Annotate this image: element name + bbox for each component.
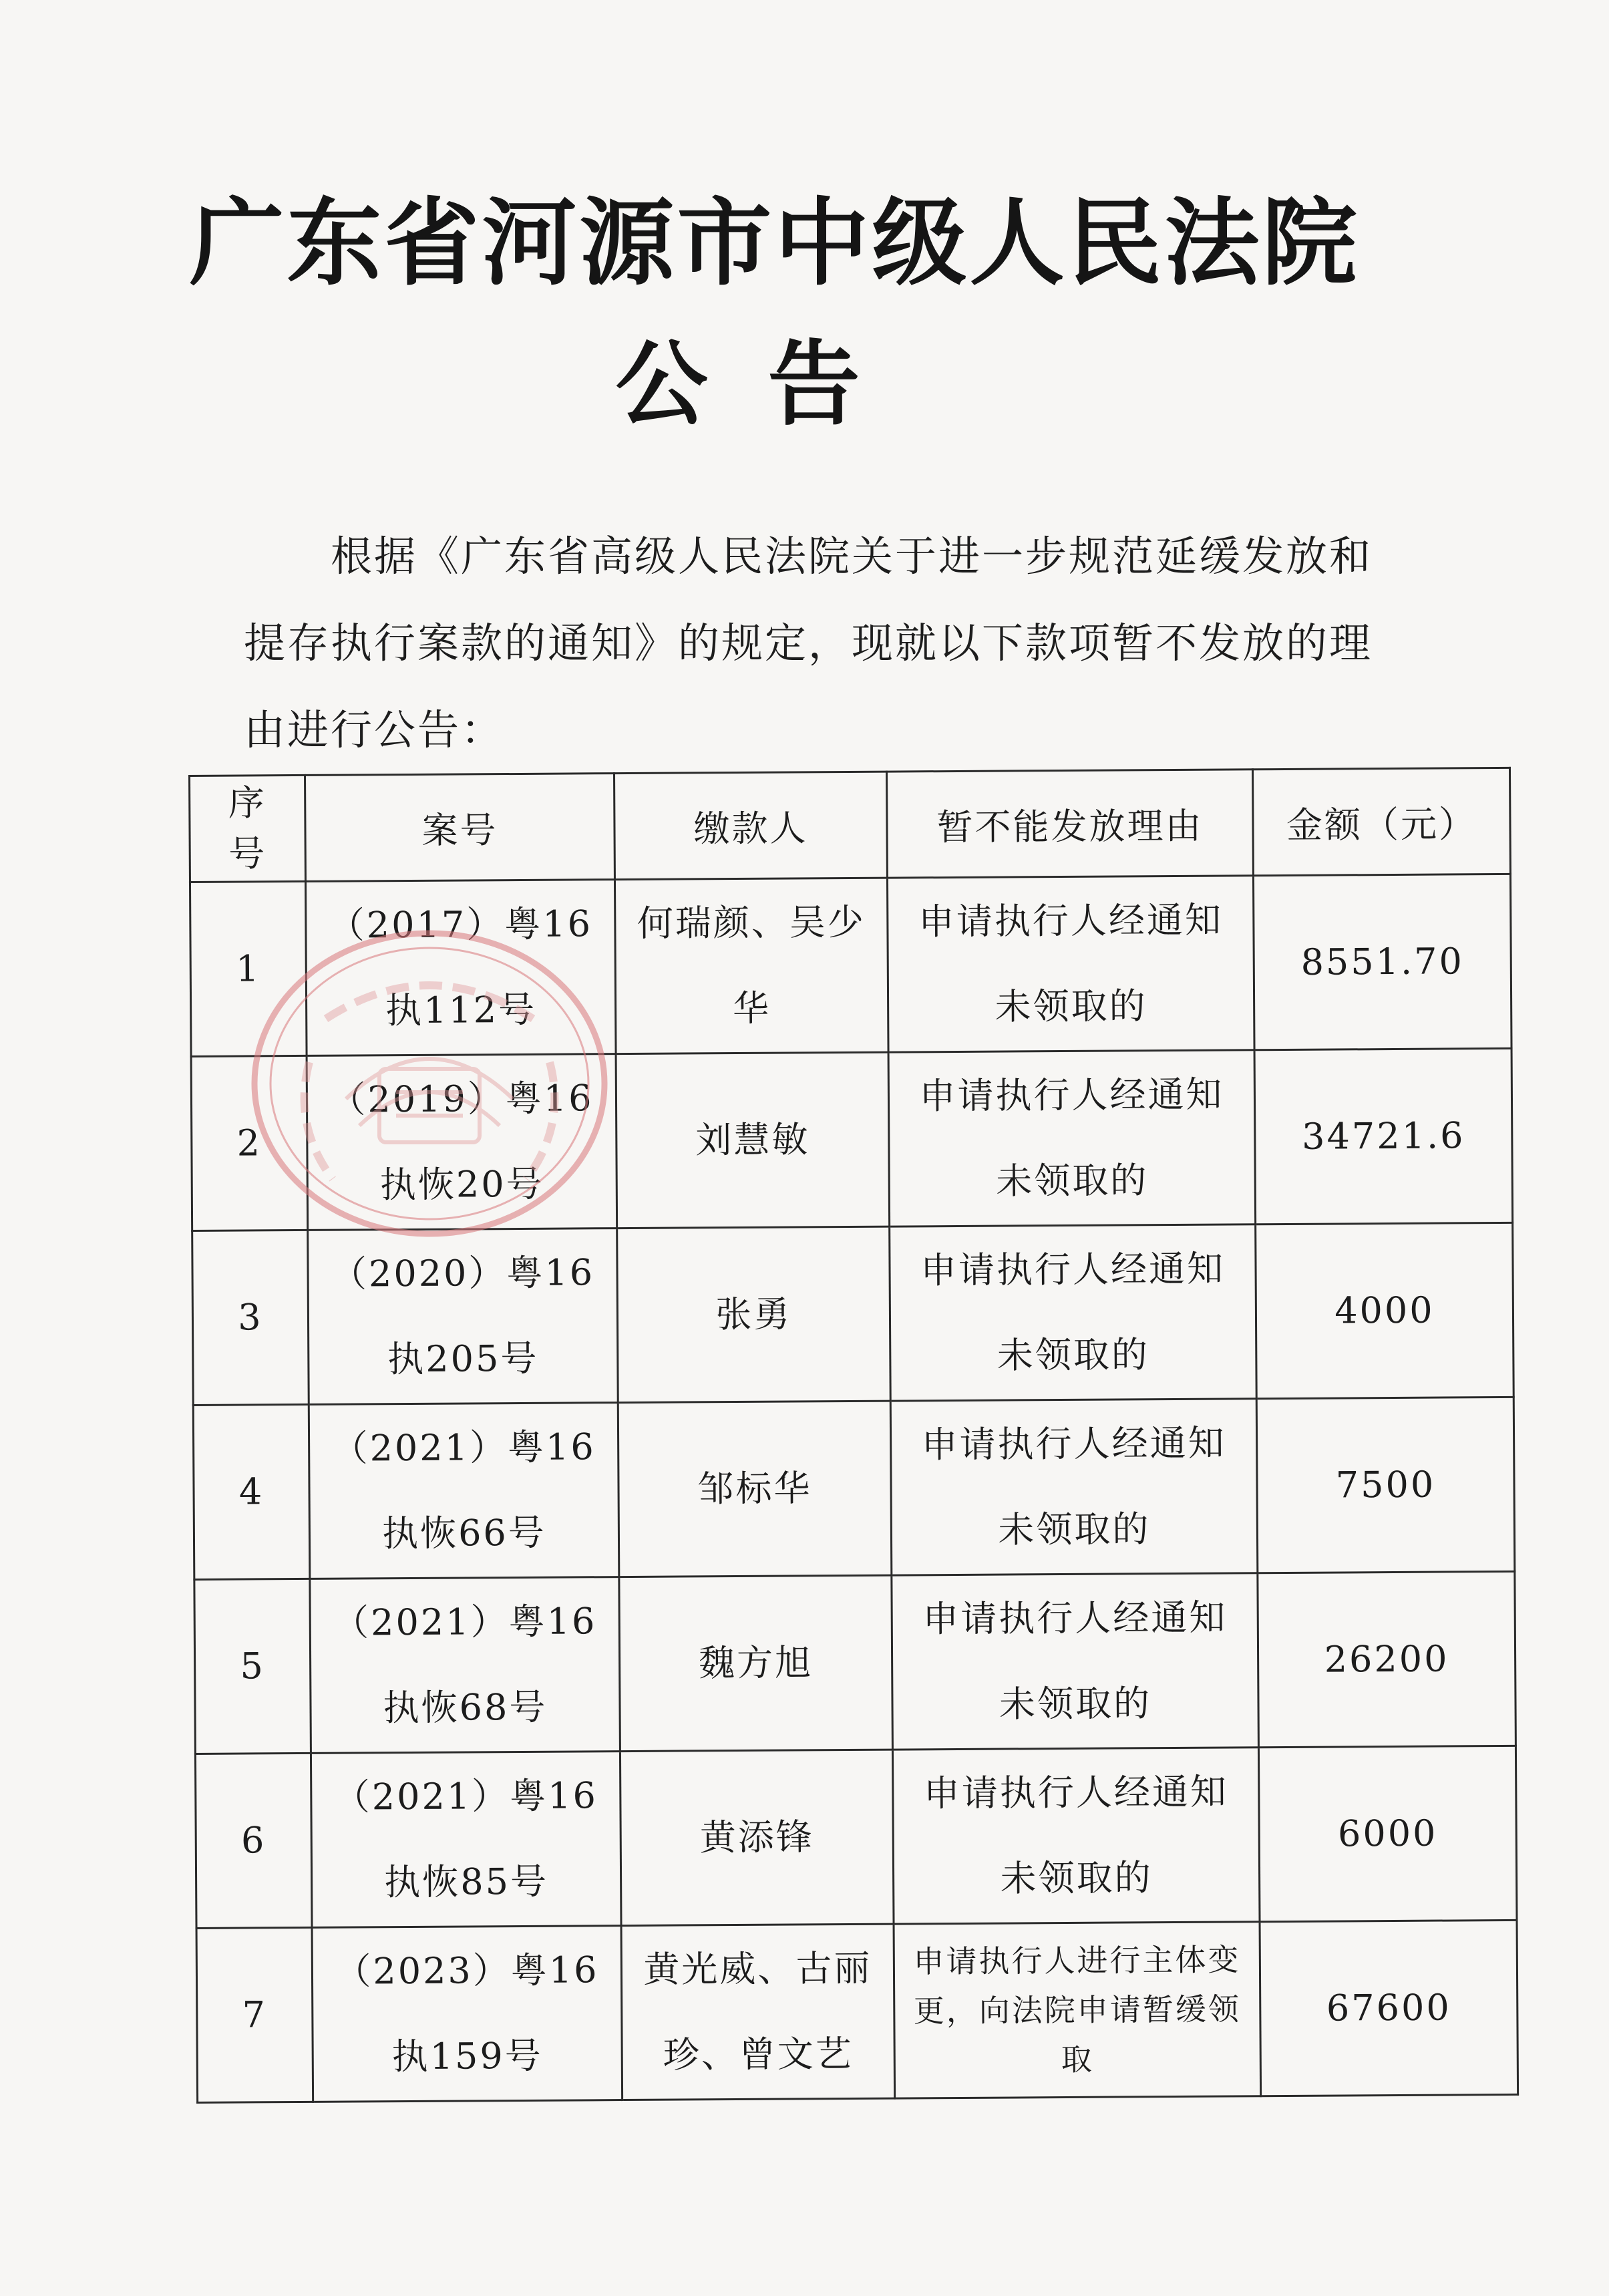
cell-reason: 申请执行人经通知 未领取的 (890, 1224, 1257, 1401)
cell-amount: 7500 (1256, 1397, 1515, 1573)
cell-reason: 申请执行人经通知 未领取的 (892, 1573, 1259, 1750)
cell-case-number: （2017）粤16 执112号 (305, 880, 616, 1056)
table-row (194, 1571, 1516, 1754)
header-case-number: 案号 (305, 774, 615, 882)
intro-paragraph: 根据《广东省高级人民法院关于进一步规范延缓发放和提存执行案款的通知》的规定，现就以下款项暂不发放的理由进行公告： (244, 532, 1373, 754)
cell-payer: 邹标华 (618, 1401, 892, 1577)
notice-table (188, 767, 1519, 2104)
notice-heading: 公告 (615, 329, 920, 438)
cell-serial: 2 (191, 1055, 308, 1231)
cell-payer: 何瑞颜、吴少 华 (614, 878, 888, 1053)
cell-case-number: （2021）粤16 执恢85号 (311, 1752, 621, 1928)
table-row (191, 1048, 1513, 1231)
table-row (193, 1397, 1515, 1579)
cell-payer: 黄添锋 (620, 1750, 894, 1925)
table-header-row (190, 768, 1511, 882)
table-row (190, 874, 1511, 1056)
court-name-title: 广东省河源市中级人民法院 (189, 188, 1360, 299)
cell-reason: 申请执行人经通知 未领取的 (888, 1050, 1256, 1226)
cell-case-number: （2021）粤16 执恢66号 (309, 1403, 619, 1579)
table-row (192, 1222, 1514, 1405)
cell-payer: 魏方旭 (619, 1575, 893, 1751)
cell-amount: 6000 (1258, 1746, 1517, 1921)
cell-amount: 34721.6 (1254, 1048, 1513, 1224)
header-reason: 暂不能发放理由 (886, 770, 1253, 878)
cell-amount: 26200 (1258, 1571, 1516, 1747)
cell-serial: 4 (193, 1404, 310, 1579)
cell-payer: 张勇 (617, 1226, 891, 1402)
table-row (195, 1746, 1517, 1928)
header-amount: 金额（元） (1252, 768, 1510, 875)
cell-serial: 1 (190, 881, 307, 1056)
cell-serial: 3 (192, 1230, 309, 1405)
cell-reason: 申请执行人经通知 未领取的 (890, 1399, 1258, 1575)
cell-reason: 申请执行人经通知 未领取的 (892, 1748, 1260, 1924)
cell-payer: 黄光威、古丽 珍、曾文艺 (621, 1924, 895, 2100)
cell-case-number: （2021）粤16 执恢68号 (310, 1577, 620, 1754)
header-serial: 序 号 (190, 775, 306, 882)
cell-case-number: （2020）粤16 执205号 (308, 1228, 618, 1405)
cell-serial: 7 (196, 1927, 313, 2102)
cell-case-number: （2019）粤16 执恢20号 (307, 1054, 617, 1231)
cell-case-number: （2023）粤16 执159号 (312, 1926, 622, 2102)
table-row (196, 1920, 1518, 2102)
cell-amount: 4000 (1256, 1222, 1514, 1398)
cell-reason: 申请执行人进行主体变更，向法院申请暂缓领取 (894, 1922, 1261, 2098)
cell-amount: 67600 (1260, 1920, 1518, 2096)
header-payer: 缴款人 (614, 772, 887, 879)
cell-serial: 6 (195, 1753, 312, 1928)
cell-payer: 刘慧敏 (616, 1052, 890, 1228)
cell-amount: 8551.70 (1253, 874, 1511, 1049)
cell-reason: 申请执行人经通知 未领取的 (887, 876, 1254, 1052)
cell-serial: 5 (194, 1579, 311, 1754)
